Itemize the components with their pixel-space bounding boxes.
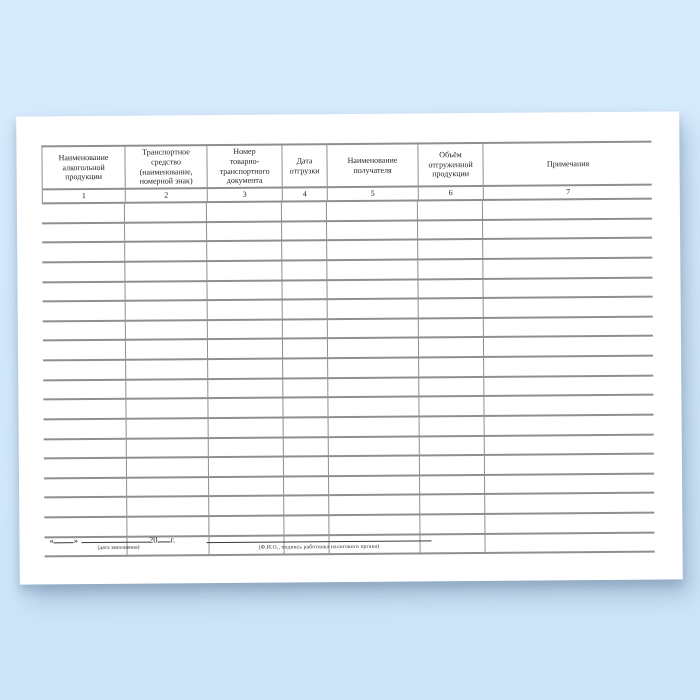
table-cell [327,319,418,337]
table-cell [208,458,283,476]
table-cell [208,497,283,515]
column-number: 4 [282,188,327,200]
open-quote: « [49,535,54,546]
table-cell [283,457,328,475]
table-cell [484,514,654,533]
table-cell [206,242,281,260]
signature-blank-field [206,531,431,543]
table-cell [206,261,281,279]
table-header-row [42,143,651,191]
table-cell [327,339,418,357]
table-cell [124,203,206,221]
table-cell [328,417,419,435]
table-cell [283,477,328,495]
table-cell [327,300,418,318]
table-cell [42,263,124,281]
shipment-log-table [41,141,654,558]
table-cell [208,418,283,436]
column-number: 6 [418,187,483,200]
table-cell [125,301,207,319]
table-cell [207,340,282,358]
date-caption: (дата заполнения) [97,544,140,551]
table-cell [43,341,125,359]
table-cell [124,223,206,241]
table-cell [282,320,327,338]
year-prefix: 20 [148,534,158,545]
table-cell [417,279,482,297]
table-cell [419,476,484,494]
table-cell [44,420,126,438]
table-cell [124,242,206,260]
table-cell [482,258,652,277]
table-cell [44,439,126,457]
table-cell [125,340,207,358]
table-cell [43,322,125,340]
table-cell [483,396,653,415]
table-cell [417,221,482,239]
header-cell-vehicle: Транспортное средство (наименование, номерной знак) [124,146,206,188]
table-cell [282,340,327,358]
table-cell [327,398,418,416]
table-cell [124,262,206,280]
table-cell [282,359,327,377]
close-quote: » [73,535,79,546]
table-cell [417,260,482,278]
signature-caption: (Ф.И.О., подпись работника налогового органа) [258,543,380,551]
table-cell [419,456,484,474]
table-cell [43,302,125,320]
table-cell [326,280,417,298]
table-cell [282,300,327,318]
table-cell [418,338,483,356]
table-cell [207,320,282,338]
table-cell [126,478,208,496]
table-cell [419,495,484,513]
table-cell [206,281,281,299]
table-head [41,141,651,205]
table-cell [418,358,483,376]
column-number: 1 [81,191,86,201]
table-cell [281,241,326,259]
table-cell [482,239,652,258]
table-cell [281,222,326,240]
table-cell [124,282,206,300]
table-cell [43,400,125,418]
year-suffix: г. [170,534,176,545]
table-cell [327,358,418,376]
table-cell [126,439,208,457]
table-cell [43,380,125,398]
header-cell-product-name: Наименование алкогольной продукции [58,152,109,182]
table-cell [125,360,207,378]
header-cell-volume: Объём отгруженной продукции [417,144,482,186]
table-cell [44,459,126,477]
table-cell [44,479,126,497]
table-cell [484,415,654,434]
table-cell [283,497,328,515]
table-cell [44,498,126,516]
day-blank-field [54,534,74,543]
table-cell [208,477,283,495]
table-cell [281,202,326,220]
column-number: 7 [483,186,653,199]
table-cell [42,243,124,261]
header-cell-notes: Примечания [482,143,652,185]
table-cell [282,398,327,416]
table-cell [419,417,484,435]
table-cell [417,201,482,219]
table-cell [418,299,483,317]
table-cell [208,438,283,456]
table-cell [42,282,124,300]
table-cell [419,515,484,533]
table-cell [126,419,208,437]
table-cell [125,399,207,417]
table-cell [328,457,419,475]
table-cell [326,201,417,219]
table-cell [283,418,328,436]
column-number: 5 [327,187,418,200]
table-cell [281,261,326,279]
table-cell [327,378,418,396]
table-cell [483,317,653,336]
table-cell [418,378,483,396]
header-cell-ship-date: Дата отгрузки [281,145,326,186]
table-cell [484,435,654,454]
table-cell [482,219,652,238]
header-cell-recipient: Наименование получателя [326,144,417,186]
table-body [42,200,655,558]
table-cell [207,301,282,319]
table-cell [207,399,282,417]
table-cell [483,357,653,376]
table-cell [419,436,484,454]
table-cell [484,474,654,493]
table-cell [326,260,417,278]
table-cell [418,397,483,415]
column-number: 3 [207,189,282,202]
table-cell [484,533,654,552]
signature-block [206,531,431,550]
table-cell [482,200,652,219]
table-cell [328,437,419,455]
month-blank-field [81,534,149,544]
table-cell [206,203,281,221]
table-cell [126,497,208,515]
table-cell [42,223,124,241]
paper-sheet [16,111,683,584]
table-cell [482,278,652,297]
table-cell [418,319,483,337]
table-cell [43,361,125,379]
table-cell [326,221,417,239]
year-blank-field [157,533,170,542]
table-cell [483,298,653,317]
table-cell [42,204,124,222]
table-cell [483,376,653,395]
table-cell [484,494,654,513]
table-cell [484,455,654,474]
table-cell [125,380,207,398]
table-cell [206,222,281,240]
table-cell [281,281,326,299]
table-cell [125,321,207,339]
table-cell [483,337,653,356]
table-cell [282,379,327,397]
table-cell [328,476,419,494]
table-cell [328,496,419,514]
header-cell-document-number: Номер товарно- транспортного документа [206,146,281,188]
table-cell [417,240,482,258]
table-cell [326,241,417,259]
fill-date-block [49,533,175,556]
table-cell [126,458,208,476]
table-cell [283,438,328,456]
table-cell [207,360,282,378]
table-cell [207,379,282,397]
column-number: 2 [125,189,207,202]
